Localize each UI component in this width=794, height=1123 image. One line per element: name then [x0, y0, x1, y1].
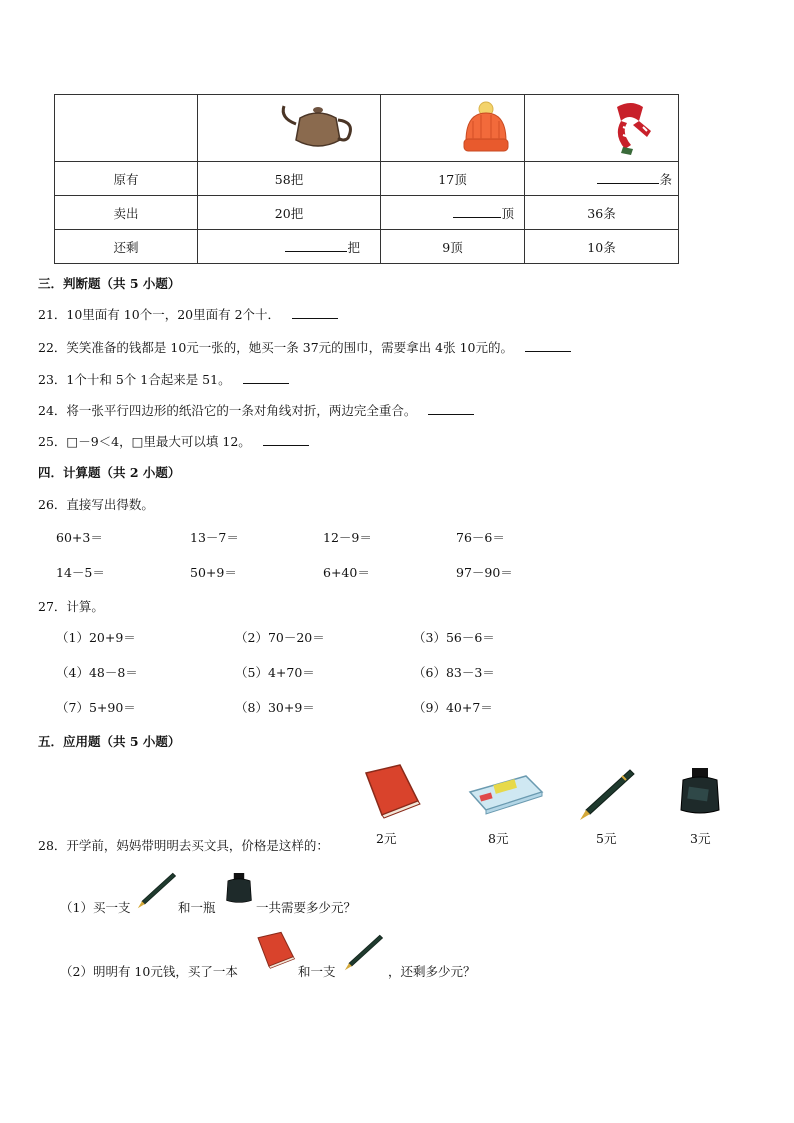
calc-item: （8）30+9＝	[235, 700, 315, 715]
table-row	[55, 162, 679, 196]
knit-hat-icon	[461, 101, 511, 155]
stock-table	[54, 94, 679, 264]
question-24	[38, 401, 474, 419]
table-cell: 20把	[198, 196, 381, 230]
calc-item: 6+40＝	[323, 565, 370, 580]
question-text: 23．1个十和 5个 1合起来是 51。	[38, 372, 231, 387]
calc-item: 14－5＝	[56, 565, 105, 580]
unit-label: 顶	[501, 205, 514, 221]
calc-item: （2）70－20＝	[235, 630, 325, 645]
question-22	[38, 338, 571, 356]
question-text: 24．将一张平行四边形的纸沿它的一条对角线对折，两边完全重合。	[38, 403, 417, 418]
row-label: 还剩	[55, 230, 198, 264]
table-cell: 10条	[525, 230, 679, 264]
unit-label: 条	[659, 171, 672, 187]
table-row	[55, 196, 679, 230]
calc-item: 76－6＝	[456, 530, 505, 545]
question-21	[38, 305, 338, 323]
price-notebook: 2元	[376, 831, 397, 846]
q28-2-part-b: 和一支	[298, 964, 336, 979]
table-cell: 36条	[525, 196, 679, 230]
table-cell: 17顶	[381, 162, 525, 196]
ink-bottle-icon	[677, 766, 723, 816]
question-text: 25．□－9＜4，□里最大可以填 12。	[38, 434, 251, 449]
price-pen: 5元	[596, 831, 617, 846]
calc-item: 97－90＝	[456, 565, 513, 580]
answer-blank[interactable]	[597, 171, 659, 184]
table-cell-blank	[198, 230, 381, 264]
calc-item: 13－7＝	[190, 530, 239, 545]
notebook-icon	[360, 763, 422, 819]
answer-blank[interactable]	[243, 371, 289, 384]
row-label: 原有	[55, 162, 198, 196]
row-label: 卖出	[55, 196, 198, 230]
answer-blank[interactable]	[453, 205, 501, 218]
q28-1-part-b: 和一瓶	[178, 900, 216, 915]
calc-item: （4）48－8＝	[56, 665, 138, 680]
calc-item: （7）5+90＝	[56, 700, 136, 715]
ink-bottle-icon	[224, 870, 254, 906]
table-cell-blank	[381, 196, 525, 230]
hat-header-cell	[381, 95, 525, 162]
question-23	[38, 370, 289, 388]
price-ink: 3元	[690, 831, 711, 846]
question-text: 22．笑笑准备的钱都是 10元一张的，她买一条 37元的围巾，需要拿出 4张 10元的。	[38, 340, 513, 355]
answer-blank[interactable]	[285, 239, 347, 252]
section-3-title: 三．判断题（共 5 小题）	[38, 276, 181, 291]
table-row	[55, 230, 679, 264]
calc-item: （1）20+9＝	[56, 630, 136, 645]
teapot-icon	[278, 100, 358, 156]
fountain-pen-icon	[576, 766, 636, 822]
fountain-pen-icon	[342, 932, 384, 972]
question-text: 21．10里面有 10个一，20里面有 2个十．	[38, 307, 281, 322]
q28-2-part-a: （2）明明有 10元钱，买了一本	[60, 964, 238, 979]
answer-blank[interactable]	[263, 433, 309, 446]
price-pencil-case: 8元	[488, 831, 509, 846]
teapot-header-cell	[198, 95, 381, 162]
q28-1-part-a: （1）买一支	[60, 900, 131, 915]
calc-item: （3）56－6＝	[413, 630, 495, 645]
calc-item: （9）40+7＝	[413, 700, 493, 715]
question-28: 28．开学前，妈妈带明明去买文具，价格是这样的：	[38, 838, 329, 853]
question-27: 27．计算。	[38, 599, 104, 614]
fountain-pen-icon	[135, 870, 177, 910]
scarf-header-cell	[525, 95, 679, 162]
table-header-row	[55, 95, 679, 162]
q28-2-part-c: ，还剩多少元？	[388, 964, 476, 979]
table-cell-blank	[525, 162, 679, 196]
calc-item: 60+3＝	[56, 530, 103, 545]
scarf-icon	[603, 99, 659, 157]
answer-blank[interactable]	[428, 402, 474, 415]
section-5-title: 五．应用题（共 5 小题）	[38, 734, 181, 749]
table-cell: 58把	[198, 162, 381, 196]
table-corner-cell	[55, 95, 198, 162]
calc-item: 50+9＝	[190, 565, 237, 580]
unit-label: 把	[347, 239, 360, 255]
notebook-icon	[254, 930, 296, 970]
q28-1-part-c: 一共需要多少元？	[256, 900, 357, 915]
pencil-case-icon	[466, 770, 546, 816]
calc-item: （6）83－3＝	[413, 665, 495, 680]
question-26: 26．直接写出得数。	[38, 497, 154, 512]
answer-blank[interactable]	[292, 306, 338, 319]
answer-blank[interactable]	[525, 339, 571, 352]
section-4-title: 四．计算题（共 2 小题）	[38, 465, 181, 480]
calc-item: 12－9＝	[323, 530, 372, 545]
question-25	[38, 432, 309, 450]
table-cell: 9顶	[381, 230, 525, 264]
calc-item: （5）4+70＝	[235, 665, 315, 680]
